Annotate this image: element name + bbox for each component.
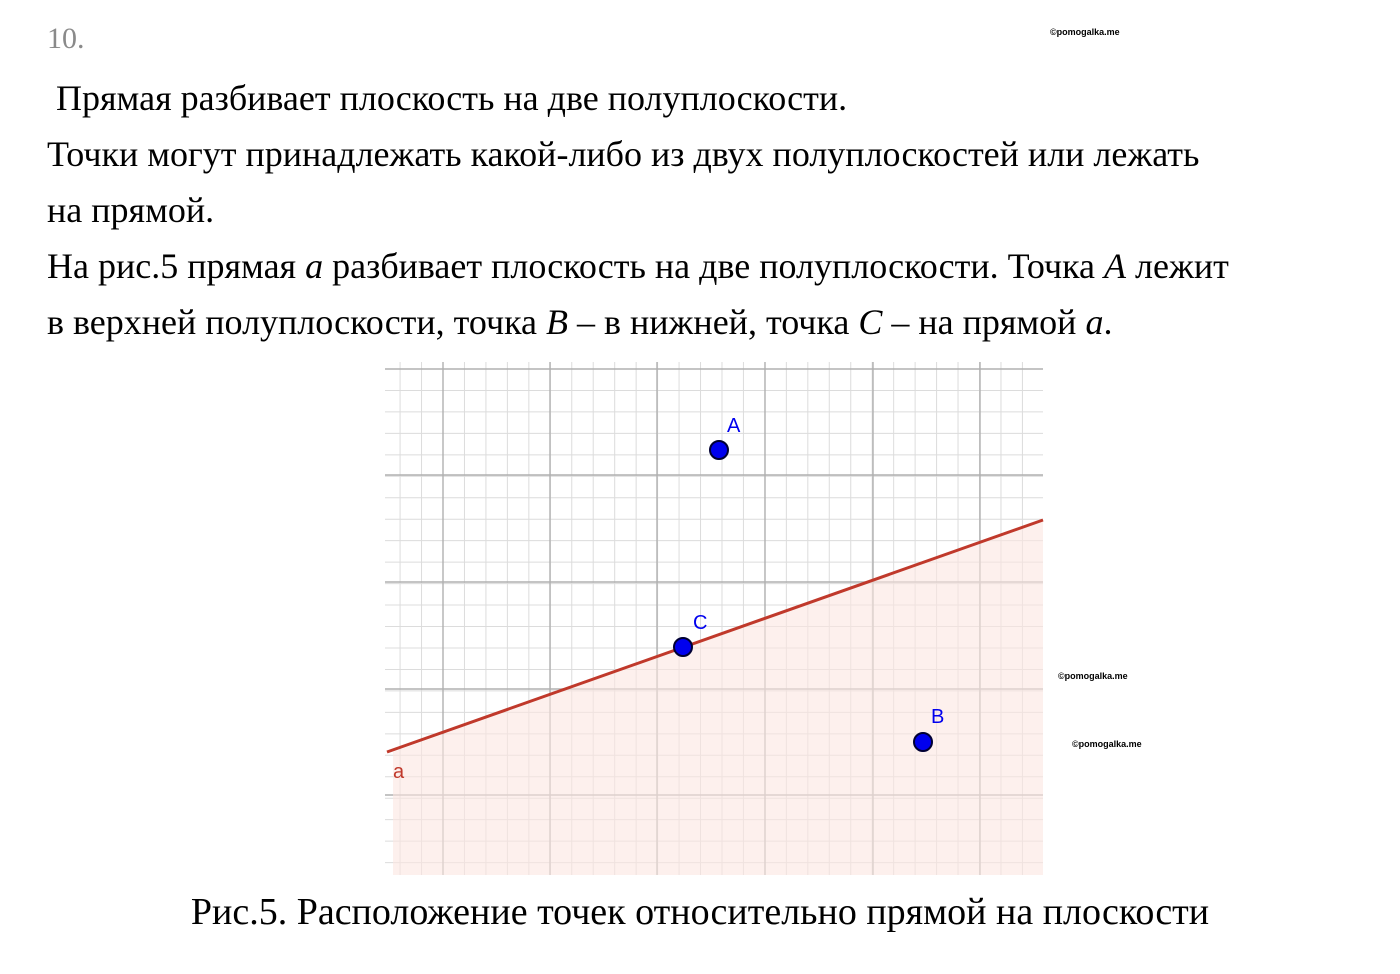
paragraph-2-line-2: на прямой.: [47, 190, 215, 230]
math-var-A: A: [1104, 246, 1127, 286]
text-segment: – в нижней, точка: [568, 302, 859, 342]
watermark-mid: ©pomogalka.me: [1058, 671, 1128, 681]
text-segment: На рис.5 прямая: [47, 246, 306, 286]
math-var-C: C: [858, 302, 883, 342]
math-var-B: B: [546, 302, 569, 342]
text-segment: лежит: [1126, 246, 1229, 286]
watermark-low: ©pomogalka.me: [1072, 739, 1142, 749]
point-B-label: B: [931, 706, 945, 728]
text-segment: – на прямой: [882, 302, 1086, 342]
watermark-top: ©pomogalka.me: [1050, 27, 1120, 37]
point-C: [674, 638, 692, 656]
text-segment: разбивает плоскость на две полуплоскости. Точка: [323, 246, 1105, 286]
text-segment: в верхней полуплоскости, точка: [47, 302, 547, 342]
paragraph-3-line-1: [47, 248, 1229, 284]
point-B: [914, 733, 932, 751]
math-var-a: a: [305, 246, 324, 286]
paragraph-1: Прямая разбивает плоскость на две полуплоскости.: [56, 78, 848, 118]
paragraph-2-line-1: Точки могут принадлежать какой-либо из двух полуплоскостей или лежать: [47, 134, 1200, 174]
point-A-label: A: [727, 415, 741, 437]
paragraph-3-line-2: [47, 304, 1112, 340]
line-a-label: a: [393, 761, 405, 783]
figure-grid-diagram: [385, 362, 1045, 877]
math-var-a: a: [1085, 302, 1104, 342]
problem-number: 10.: [47, 22, 85, 55]
text-segment: .: [1103, 302, 1113, 342]
point-C-label: C: [693, 612, 708, 634]
figure-caption: Рис.5. Расположение точек относительно прямой на плоскости: [190, 891, 1210, 933]
point-A: [710, 441, 728, 459]
